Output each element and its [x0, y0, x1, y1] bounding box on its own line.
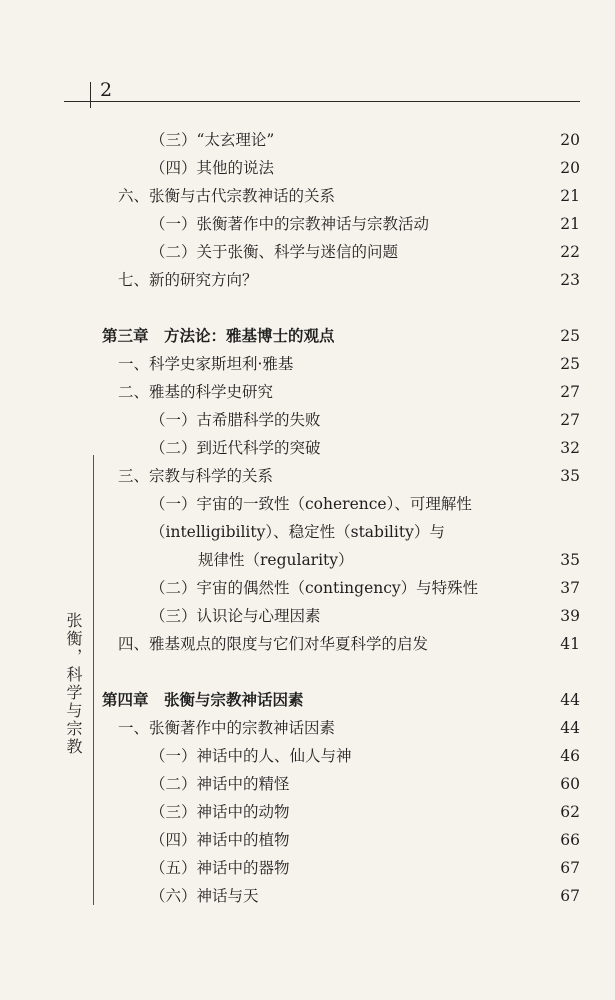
toc-entry-page: 46 — [560, 747, 580, 765]
toc-entry-title: （六）神话与天 — [150, 887, 259, 905]
toc-leader — [296, 826, 555, 854]
toc-entry-title: 一、张衡著作中的宗教神话因素 — [118, 719, 336, 737]
toc-entry — [150, 574, 580, 602]
toc-entry-page: 25 — [560, 327, 580, 345]
toc-leader — [299, 350, 554, 378]
toc-leader — [280, 126, 554, 154]
toc-leader — [435, 210, 554, 238]
toc-chapter — [102, 322, 580, 350]
toc-entry — [118, 714, 580, 742]
toc-entry-title: （五）神话中的器物 — [150, 859, 290, 877]
toc-leader — [279, 378, 554, 406]
toc-entry-title-line: （一）宇宙的一致性（coherence）、可理解性 — [150, 495, 472, 513]
toc-leader — [265, 882, 555, 910]
toc-entry-page: 27 — [560, 383, 580, 401]
toc-leader — [341, 322, 555, 350]
toc-leader — [484, 574, 554, 602]
toc-entry — [150, 882, 580, 910]
toc-entry-page: 20 — [560, 159, 580, 177]
toc-entry-page: 66 — [560, 831, 580, 849]
toc-entry-page: 22 — [560, 243, 580, 261]
toc-entry-page: 32 — [560, 439, 580, 457]
toc-leader — [341, 714, 554, 742]
toc-entry-title: （二）到近代科学的突破 — [150, 439, 321, 457]
toc-entry — [150, 238, 580, 266]
toc-entry — [150, 854, 580, 882]
toc-entry — [118, 266, 580, 294]
toc-entry — [118, 630, 580, 658]
page-number: 2 — [100, 79, 113, 101]
toc-entry — [150, 742, 580, 770]
toc-entry — [118, 350, 580, 378]
toc-entry-page: 21 — [560, 215, 580, 233]
toc-entry-page: 27 — [560, 411, 580, 429]
toc-chapter-title: 第四章 张衡与宗教神话因素 — [102, 691, 304, 709]
toc-entry-title: （三）“太玄理论” — [150, 131, 275, 149]
toc-entry-title: （四）其他的说法 — [150, 159, 275, 177]
toc-entry-page: 62 — [560, 803, 580, 821]
toc-entry-page: 67 — [560, 887, 580, 905]
toc-entry-title: （二）宇宙的偶然性（contingency）与特殊性 — [150, 579, 479, 597]
toc-entry-title: 六、张衡与古代宗教神话的关系 — [118, 187, 336, 205]
toc-entry-page: 41 — [560, 635, 580, 653]
toc-entry-page: 23 — [560, 271, 580, 289]
toc-entry — [150, 406, 580, 434]
toc-entry — [150, 210, 580, 238]
toc-entry-page: 21 — [560, 187, 580, 205]
toc-leader — [296, 798, 555, 826]
toc-entry-title: （一）神话中的人、仙人与神 — [150, 747, 352, 765]
toc-entry-title: 一、科学史家斯坦利·雅基 — [118, 355, 294, 373]
toc-entry — [150, 154, 580, 182]
toc-chapter — [102, 686, 580, 714]
toc-leader — [296, 854, 555, 882]
toc-entry — [150, 434, 580, 462]
header-rule — [64, 101, 580, 102]
toc-entry-page: 60 — [560, 775, 580, 793]
toc-leader — [280, 154, 554, 182]
toc-chapter-title: 第三章 方法论：雅基博士的观点 — [102, 327, 335, 345]
toc-entry-page: 37 — [560, 579, 580, 597]
toc-entry — [150, 126, 580, 154]
header-tick — [90, 82, 91, 108]
toc-entry-title-line: 规律性（regularity） — [198, 551, 354, 569]
toc-entry — [118, 462, 580, 490]
toc-entry — [150, 798, 580, 826]
toc-entry — [150, 826, 580, 854]
toc-leader — [404, 238, 554, 266]
toc-leader — [434, 630, 554, 658]
toc-entry-title: （二）神话中的精怪 — [150, 775, 290, 793]
toc-entry-title: 四、雅基观点的限度与它们对华夏科学的启发 — [118, 635, 429, 653]
toc-entry-title: 七、新的研究方向？ — [118, 271, 258, 289]
toc-entry-page: 44 — [560, 691, 580, 709]
toc-leader — [264, 266, 555, 294]
toc-entry-title: （二）关于张衡、科学与迷信的问题 — [150, 243, 399, 261]
toc-entry-title-line: （intelligibility）、稳定性（stability）与 — [150, 523, 445, 541]
toc-entry-title: （三）认识论与心理因素 — [150, 607, 321, 625]
toc-entry — [150, 770, 580, 798]
toc-entry — [118, 378, 580, 406]
toc-leader — [360, 546, 555, 574]
toc-entry-title: （三）神话中的动物 — [150, 803, 290, 821]
toc-entry-page: 25 — [560, 355, 580, 373]
toc-entry-page: 35 — [560, 467, 580, 485]
toc-leader — [358, 742, 555, 770]
toc-entry-page: 67 — [560, 859, 580, 877]
toc-entry-page: 20 — [560, 131, 580, 149]
page-header — [0, 0, 615, 110]
toc-entry-title: 二、雅基的科学史研究 — [118, 383, 274, 401]
toc-entry-title: 三、宗教与科学的关系 — [118, 467, 274, 485]
side-book-title: 张衡，科学与宗教 — [64, 612, 83, 756]
toc-leader — [327, 434, 555, 462]
toc-leader — [310, 686, 555, 714]
toc-entry-page: 44 — [560, 719, 580, 737]
toc-leader — [341, 182, 554, 210]
toc-entry-page: 35 — [560, 551, 580, 569]
toc-leader — [327, 406, 555, 434]
toc-entry — [198, 546, 580, 574]
toc-entry — [118, 182, 580, 210]
side-rule — [93, 455, 94, 905]
toc-leader — [327, 602, 555, 630]
toc-entry-title: （四）神话中的植物 — [150, 831, 290, 849]
toc-entry-title: （一）古希腊科学的失败 — [150, 411, 321, 429]
toc-leader — [279, 462, 554, 490]
toc-entry — [150, 602, 580, 630]
toc-entry-title: （一）张衡著作中的宗教神话与宗教活动 — [150, 215, 430, 233]
toc-leader — [296, 770, 555, 798]
toc-entry-page: 39 — [560, 607, 580, 625]
